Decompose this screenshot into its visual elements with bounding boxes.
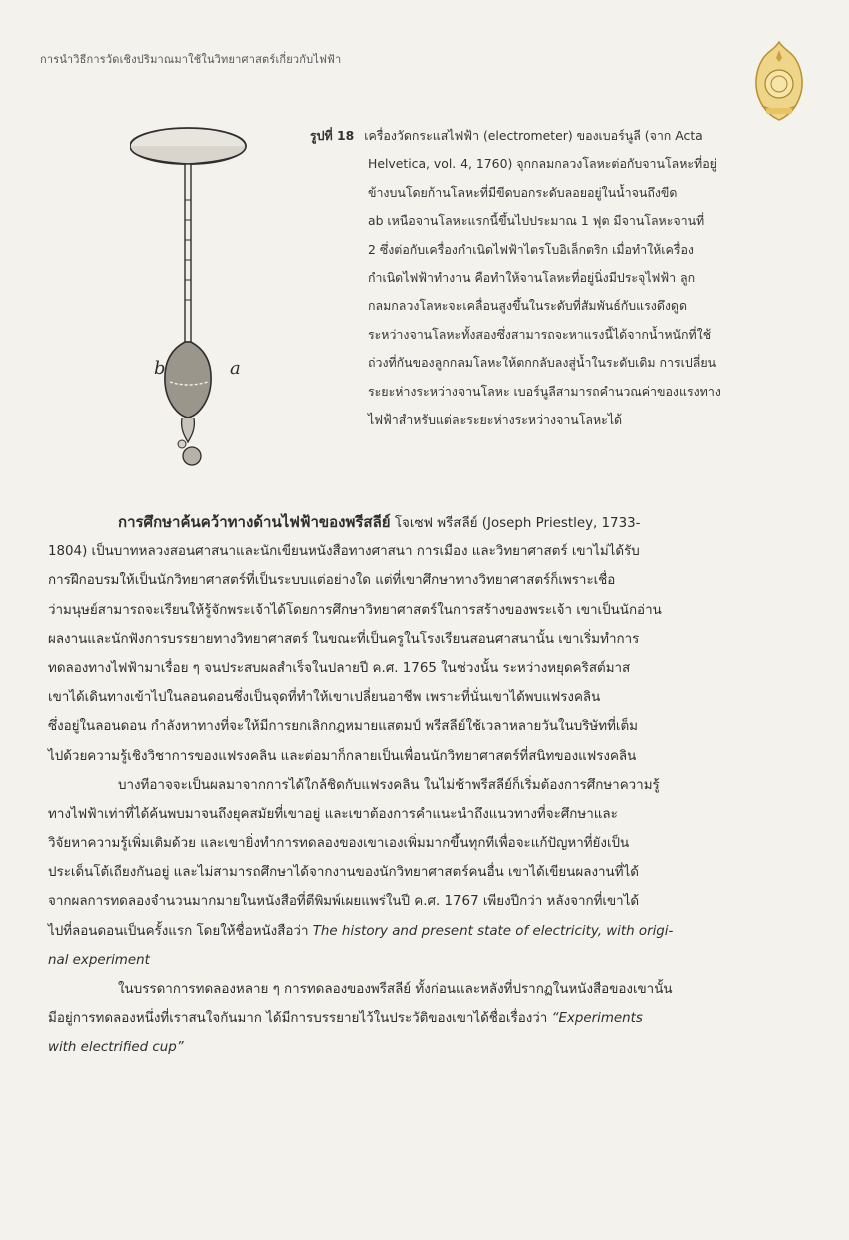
section-heading: การศึกษาค้นคว้าทางด้านไฟฟ้าของพรีสลีย์ [118,513,391,531]
electrometer-illustration [130,120,290,480]
running-header: การนำวิธีการวัดเชิงปริมาณมาใช้ในวิทยาศาสตร์เกี่ยวกับไฟฟ้า [40,53,342,66]
caption-line: กลมกลวงโลหะจะเคลื่อนสูงขึ้นในระดับที่สัมพันธ์กับแรงดึงดูด [368,298,688,314]
caption-line: ไฟฟ้าสำหรับแต่ละระยะห่างระหว่างจานโลหะได้ [368,412,623,428]
paragraph-line: ทดลองทางไฟฟ้ามาเรื่อย ๆ จนประสบผลสำเร็จในปลายปี ค.ศ. 1765 ในช่วงนั้น ระหว่างหยุดคริสต์มาส [48,660,631,676]
paragraph-line: ว่ามนุษย์สามารถจะเรียนให้รู้จักพระเจ้าได้โดยการศึกษาวิทยาศาสตร์ในการสร้างของพระเจ้า เขาเป็นนักอ่าน [48,602,662,618]
paragraph-line: ไปด้วยความรู้เชิงวิชาการของแฟรงคลิน และต่อมาก็กลายเป็นเพื่อนนักวิทยาศาสตร์ที่สนิทของแฟรงคลิน [48,748,637,764]
caption-line: 2 ซึ่งต่อกับเครื่องกำเนิดไฟฟ้าไตรโบอิเล็กตริก เมื่อทำให้เครื่อง [368,241,694,257]
book-title: The history and present state of electricity, with origi- [312,923,674,939]
label-b: b [154,358,166,379]
emblem-logo [748,40,810,122]
caption-line: ถ่วงที่กันของลูกกลมโลหะให้ตกกลับลงสู่น้ำในระดับเดิม การเปลี่ยน [368,355,717,371]
paragraph-line: บางทีอาจจะเป็นผลมาจากการได้ใกล้ชิดกับแฟรงคลิน ในไม่ช้าพรีสลีย์ก็เริ่มต้องการศึกษาความรู้ [118,777,660,793]
paragraph-line: เขาได้เดินทางเข้าไปในลอนดอนซึ่งเป็นจุดที่ทำให้เขาเปลี่ยนอาชีพ เพราะที่นั่นเขาได้พบแฟรงคลิน [48,690,601,706]
paragraph-line: ในบรรดาการทดลองหลาย ๆ การทดลองของพรีสลีย์ ทั้งก่อนและหลังที่ปรากฏในหนังสือของเขานั้น [118,982,673,997]
experiment-title-continued: with electrified cup” [48,1040,184,1056]
caption-line: รูปที่ 18 เครื่องวัดกระแสไฟฟ้า (electrometer) ของเบอร์นูลี (จาก Acta [310,128,703,143]
book-title-continued: nal experiment [48,952,150,968]
paragraph-line: วิจัยหาความรู้เพิ่มเติมด้วย และเขายิ่งทำการทดลองของเขาเองเพิ่มมากขึ้นทุกทีเพื่อจะแก้ปัญหาที่ยังเป็น [48,836,630,852]
paragraph-line: จากผลการทดลองจำนวนมากมายในหนังสือที่ตีพิมพ์เผยแพร่ในปี ค.ศ. 1767 เพียงปีกว่า หลังจากที่เขาได้ [48,894,640,910]
experiment-title: “Experiments [551,1011,643,1027]
paragraph-line: 1804) เป็นบาทหลวงสอนศาสนาและนักเขียนหนังสือทางศาสนา การเมือง และวิทยาศาสตร์ เขาไม่ได้รับ [48,544,640,560]
paragraph-line [48,946,800,975]
caption-line: Helvetica, vol. 4, 1760) จุกกลมกลวงโลหะต่อกับจานโลหะที่อยู่ [368,156,717,172]
paragraph-line: ซึ่งอยู่ในลอนดอน กำลังหาทางที่จะให้มีการยกเลิกกฎหมายแสตมป์ พรีสลีย์ใช้เวลาหลายวันในบริษัทที่เต็ม [48,719,639,735]
paragraph-line: ผลงานและนักฟังการบรรยายทางวิทยาศาสตร์ ในขณะที่เป็นครูในโรงเรียนสอนศาสนานั้น เขาเริ่มทำการ [48,631,640,647]
caption-line: ระหว่างจานโลหะทั้งสองซึ่งสามารถจะหาแรงนี้ได้จากน้ำหนักที่ใช้ [368,326,712,342]
paragraph-line: การฝึกอบรมให้เป็นนักวิทยาศาสตร์ที่เป็นระบบแต่อย่างใด แต่ที่เขาศึกษาทางวิทยาศาสตร์ก็เพราะเชื่อ [48,573,616,589]
hollow-metal-bulb [165,342,211,418]
figure-caption [310,122,806,434]
paragraph-line: มีอยู่การทดลองหนึ่งที่เราสนใจกันมาก ได้มีการบรรยายไว้ในประวัติของเขาได้ชื่อเรื่องว่า “Experiments [48,1011,643,1027]
weight-ball [183,447,201,465]
figure-label: รูปที่ 18 [310,128,355,143]
caption-line: กำเนิดไฟฟ้าทำงาน คือทำให้จานโลหะที่อยู่นิ่งมีประจุไฟฟ้า ลูก [368,270,696,286]
caption-line: ข้างบนโดยก้านโลหะที่มีขีดบอกระดับลอยอยู่ในน้ำจนถึงขีด [368,184,678,200]
caption-line: ab เหนือจานโลหะแรกนี้ขึ้นไปประมาณ 1 ฟุต มีจานโลหะจานที่ [368,213,705,229]
graduated-rod [185,164,191,342]
caption-line: ระยะห่างระหว่างจานโลหะ เบอร์นูลีสามารถคำนวณค่าของแรงทาง [368,383,721,399]
label-a: a [230,358,241,379]
body-text [48,508,800,1063]
paragraph-line: ไปที่ลอนดอนเป็นครั้งแรก โดยให้ชื่อหนังสือว่า The history and present state of electricity, with origi- [48,923,674,939]
paragraph-line: ทางไฟฟ้าเท่าที่ได้ค้นพบมาจนถึงยุคสมัยที่เขาอยู่ และเขาต้องการคำแนะนำถึงแนวทางที่จะศึกษาและ [48,806,618,822]
paragraph-line [48,1033,800,1062]
paragraph-line: การศึกษาค้นคว้าทางด้านไฟฟ้าของพรีสลีย์ โจเซฟ พรีสลีย์ (Joseph Priestley, 1733- [118,513,641,531]
paragraph-line: ประเด็นโต้เถียงกันอยู่ และไม่สามารถศึกษาได้จากงานของนักวิทยาศาสตร์คนอื่น เขาได้เขียนผลงานที่ได้ [48,865,639,881]
